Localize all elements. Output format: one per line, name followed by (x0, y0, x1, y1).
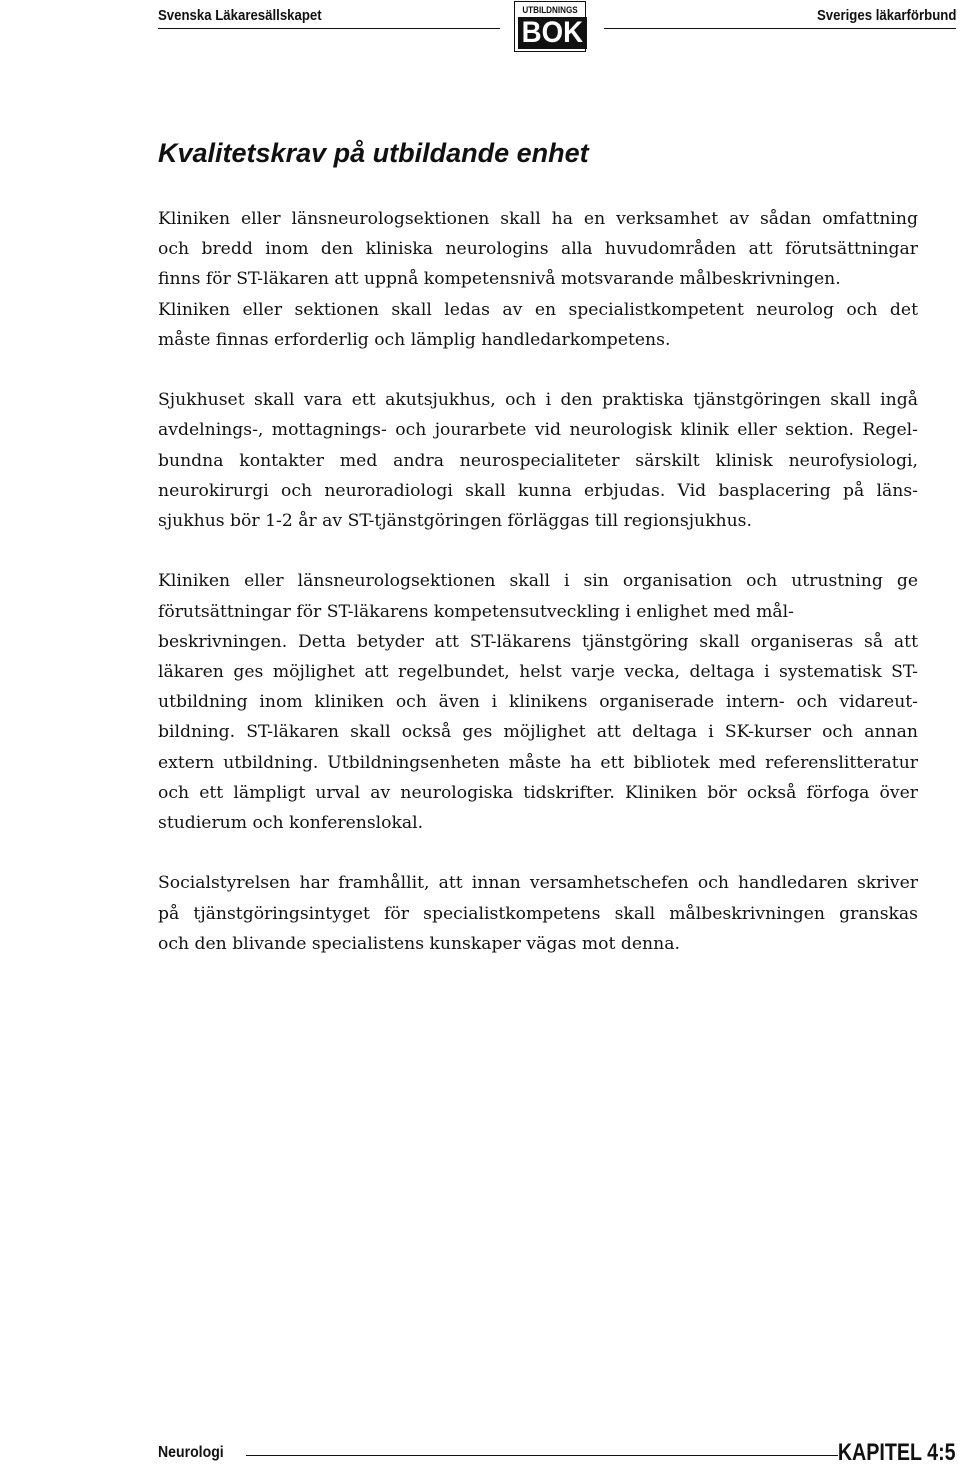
text-line: läkaren ges möjlighet att regelbundet, helst varje vecka, deltaga i systematisk ST- (158, 662, 918, 683)
header-right-org: Sveriges läkarförbund (816, 7, 956, 24)
paragraph-1 (158, 204, 918, 355)
text-line: neurokirurgi och neuroradiologi skall kunna erbjudas. Vid basplacering på läns- (158, 480, 918, 501)
text-line: Kliniken eller länsneurologsektionen skall i sin organisation och utrustning ge (158, 571, 918, 592)
text-line: måste finnas erforderlig och lämplig handledarkompetens. (158, 329, 671, 350)
text-line: bundna kontakter med andra neurospecialiteter särskilt klinisk neurofysiologi, (158, 450, 918, 471)
paragraph-4 (158, 868, 918, 959)
paragraph-2 (158, 385, 918, 536)
logo-bottom-text: BOK (518, 17, 587, 49)
text-line: beskrivningen. Detta betyder att ST-läkarens tjänstgöring skall organiseras så att (158, 631, 918, 652)
footer-section: Neurologi (158, 1444, 224, 1461)
text-line: Socialstyrelsen har framhållit, att innan versamhetschefen och handledaren skriver (158, 873, 918, 894)
text-line: finns för ST-läkaren att uppnå kompetensnivå motsvarande målbeskrivningen. (158, 269, 841, 290)
logo-top-text: UTBILDNINGS (522, 5, 578, 15)
utbildningsbok-logo (514, 1, 586, 52)
header-rule-right (604, 28, 956, 29)
text-line: extern utbildning. Utbildningsenheten måste ha ett bibliotek med referenslitteratur (158, 752, 918, 773)
text-line: och ett lämpligt urval av neurologiska tidskrifter. Kliniken bör också förfoga över (158, 782, 918, 803)
footer-chapter: KAPITEL 4:5 (838, 1439, 956, 1466)
text-line: på tjänstgöringsintyget för specialistkompetens skall målbeskrivningen granskas (158, 903, 918, 924)
text-line: bildning. ST-läkaren skall också ges möjlighet att deltaga i SK-kurser och annan (158, 722, 918, 743)
header-rule-left (158, 28, 500, 29)
page-title: Kvalitetskrav på utbildande enhet (158, 138, 589, 168)
text-line: förutsättningar för ST-läkarens kompetensutveckling i enlighet med mål- (158, 601, 794, 622)
text-line: avdelnings-, mottagnings- och jourarbete vid neurologisk klinik eller sektion. Regel- (158, 420, 918, 441)
footer-rule (246, 1455, 838, 1456)
text-line: Sjukhuset skall vara ett akutsjukhus, och i den praktiska tjänstgöringen skall ingå (158, 390, 918, 411)
header-left-org: Svenska Läkaresällskapet (158, 7, 322, 24)
body-text (158, 204, 918, 989)
text-line: Kliniken eller sektionen skall ledas av en specialistkompetent neurolog och det (158, 299, 918, 320)
text-line: utbildning inom kliniken och även i klinikens organiserade intern- och vidareut- (158, 692, 918, 713)
text-line: sjukhus bör 1-2 år av ST-tjänstgöringen förläggas till regionsjukhus. (158, 511, 752, 532)
text-line: och bredd inom den kliniska neurologins alla huvudområden att förutsättningar (158, 239, 918, 260)
paragraph-3 (158, 566, 918, 838)
text-line: studierum och konferenslokal. (158, 813, 424, 834)
text-line: och den blivande specialistens kunskaper vägas mot denna. (158, 933, 680, 954)
text-line: Kliniken eller länsneurologsektionen skall ha en verksamhet av sådan omfattning (158, 209, 918, 229)
